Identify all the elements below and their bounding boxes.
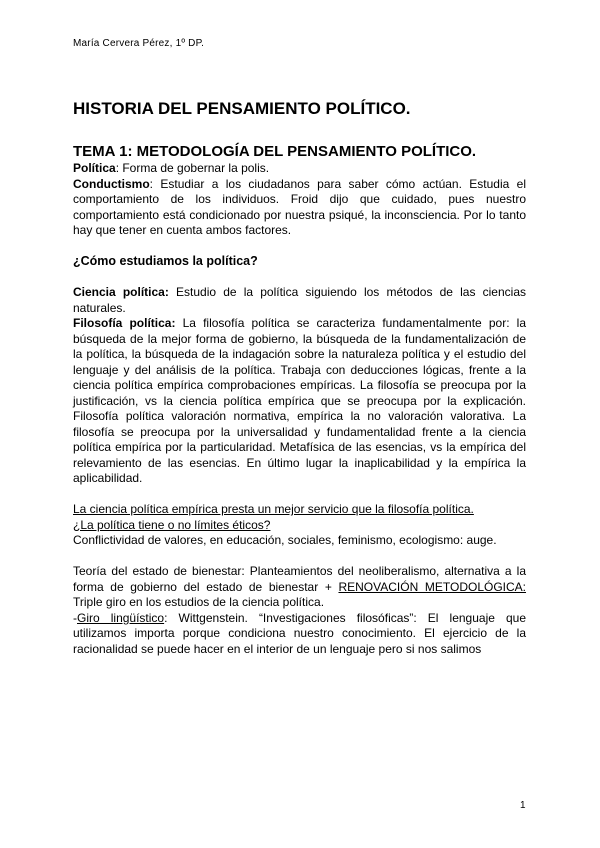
renovacion-text: Triple giro en los estudios de la ciencia política.: [73, 595, 325, 609]
underlined-question: ¿La política tiene o no límites éticos?: [73, 517, 271, 532]
giro-text: : Wittgenstein. “Investigaciones filosóficas”: El lenguaje que utilizamos importa porque condiciona nuestro conocimiento. El ejercicio de la racionalidad se puede hacer en el interior de un lenguaje pero si nos salimos: [73, 610, 527, 656]
filosofia-term: Filosofía política:: [73, 316, 176, 330]
conductismo-term: Conductismo: [73, 176, 150, 191]
tema-title: TEMA 1: METODOLOGÍA DEL PENSAMIENTO POLÍTICO.: [73, 143, 477, 160]
politica-term: Política: [73, 161, 116, 175]
politica-definition: : Forma de gobernar la polis.: [115, 161, 270, 175]
politica-paragraph: [73, 161, 526, 177]
underlined-statement: La ciencia política empírica presta un mejor servicio que la filosofía política.: [73, 502, 474, 516]
filosofia-definition: La filosofía política se caracteriza fundamentalmente por: la búsqueda de la mejor forma de gobierno, la búsqueda de la fundamentalización de la política, la búsqueda de la indagación sobre la naturaleza política y el estudio del lenguaje y del análisis de la política. Trabaja con deducciones lógicas, frente a la ciencia política empírica comprobaciones empíricas. La filosofía se preocupa por la justificación, vs la ciencia política empírica que se preocupa por la explicación. Filosofía política valoración normativa, empírica la no valoración valorativa. La filosofía se preocupa por la universalidad y fundamentalidad frente a la ciencia política empírica por la particularidad. Metafísica de las esencias, vs la empírica del relevamiento de las esencias. En último lugar la inaplicabilidad y la empírica la aplicabilidad.: [73, 316, 526, 485]
author-header: María Cervera Pérez, 1º DP.: [73, 38, 205, 49]
renovacion-label: RENOVACIÓN METODOLÓGICA:: [338, 579, 527, 594]
giro-paragraph: [73, 611, 526, 658]
conflictividad-paragraph: Conflictividad de valores, en educación, sociales, feminismo, ecologismo: auge.: [73, 533, 497, 547]
document-title: HISTORIA DEL PENSAMIENTO POLÍTICO.: [73, 99, 411, 118]
page-number: 1: [520, 800, 526, 811]
giro-label: Giro lingüístico: [77, 610, 165, 625]
ciencia-term: Ciencia política:: [73, 285, 169, 299]
teoria-paragraph: [73, 564, 526, 611]
ciencia-paragraph: [73, 285, 526, 316]
ciencia-definition: Estudio de la política siguiendo los métodos de las ciencias naturales.: [73, 285, 526, 315]
conductismo-definition: : Estudiar a los ciudadanos para saber cómo actúan. Estudia el comportamiento de los individuos. Froid dijo que cuidado, pues nuestro comportamiento está condicionado por nuestra psiqué, la inconsciencia. Por lo tanto hay que tener en cuenta ambos factores.: [73, 176, 526, 237]
filosofia-paragraph: [73, 316, 526, 487]
conductismo-paragraph: [73, 177, 526, 239]
document-body: [73, 98, 526, 657]
teoria-text: Teoría del estado de bienestar: Planteamientos del neoliberalismo, alternativa a la forma de gobierno del estado de bienestar +: [73, 564, 526, 594]
giro-prefix: -: [73, 610, 77, 625]
section-question: ¿Cómo estudiamos la política?: [73, 254, 258, 268]
